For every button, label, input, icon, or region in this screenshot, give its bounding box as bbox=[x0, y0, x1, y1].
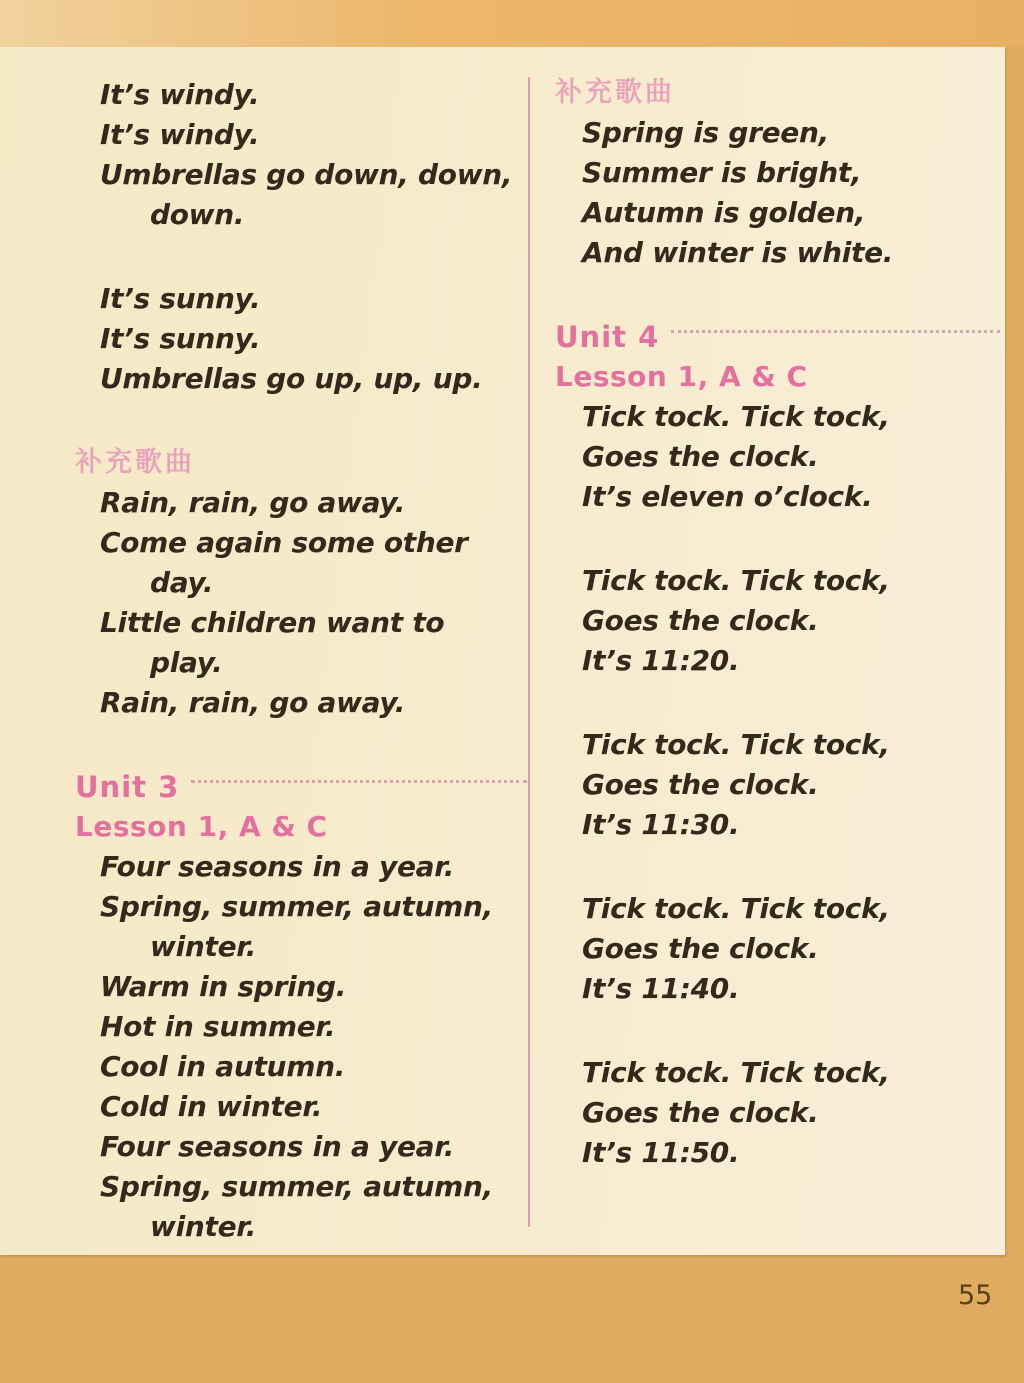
lyric-line: It’s windy. bbox=[100, 78, 260, 111]
unit-heading-text: Unit 3 bbox=[75, 770, 180, 804]
lyric-line: Tick tock. Tick tock, bbox=[582, 1056, 890, 1089]
textbook-page bbox=[0, 47, 1005, 1255]
lyric-line: It’s windy. bbox=[100, 118, 260, 151]
dotted-leader bbox=[671, 330, 1000, 333]
lyric-line: Spring is green, bbox=[582, 116, 829, 149]
lyric-line: winter. bbox=[150, 1210, 257, 1243]
lyric-line: It’s sunny. bbox=[100, 282, 261, 315]
verse-block bbox=[555, 113, 1000, 273]
verse-block bbox=[555, 725, 1000, 845]
lyric-line: Goes the clock. bbox=[582, 768, 819, 801]
lyric-line: It’s 11:20. bbox=[582, 644, 740, 677]
verse-block bbox=[75, 847, 527, 1247]
lyric-line: Umbrellas go up, up, up. bbox=[100, 362, 483, 395]
unit-heading bbox=[75, 767, 527, 807]
lyric-line: Tick tock. Tick tock, bbox=[582, 728, 890, 761]
page-number: 55 bbox=[958, 1280, 993, 1311]
lesson-heading: Lesson 1, A & C bbox=[555, 360, 808, 393]
lyric-line: Goes the clock. bbox=[582, 932, 819, 965]
lyric-line: day. bbox=[150, 566, 214, 599]
lyric-line: Rain, rain, go away. bbox=[100, 486, 406, 519]
lyric-line: Hot in summer. bbox=[100, 1010, 336, 1043]
desk-background-top-band bbox=[0, 0, 1024, 47]
lyric-line: It’s 11:30. bbox=[582, 808, 740, 841]
lyric-line: Tick tock. Tick tock, bbox=[582, 400, 890, 433]
lyric-line: Autumn is golden, bbox=[582, 196, 866, 229]
verse-block bbox=[75, 483, 527, 723]
lyric-line: Spring, summer, autumn, bbox=[100, 1170, 493, 1203]
verse-block bbox=[75, 279, 527, 399]
verse-block bbox=[75, 75, 527, 235]
column-divider bbox=[528, 77, 530, 1227]
lyric-line: Summer is bright, bbox=[582, 156, 862, 189]
lyric-line: Four seasons in a year. bbox=[100, 1130, 455, 1163]
lyric-line: Tick tock. Tick tock, bbox=[582, 564, 890, 597]
lyric-line: It’s sunny. bbox=[100, 322, 261, 355]
lyric-line: It’s eleven o’clock. bbox=[582, 480, 873, 513]
lesson-heading: Lesson 1, A & C bbox=[75, 810, 328, 843]
supplementary-song-label: 补充歌曲 bbox=[75, 447, 195, 478]
lyric-line: Cool in autumn. bbox=[100, 1050, 346, 1083]
lyric-line: Tick tock. Tick tock, bbox=[582, 892, 890, 925]
lyric-line: Little children want to bbox=[100, 606, 445, 639]
supplementary-song-label: 补充歌曲 bbox=[555, 77, 675, 108]
unit-heading bbox=[555, 317, 1000, 357]
lyric-line: play. bbox=[150, 646, 223, 679]
lyric-line: Warm in spring. bbox=[100, 970, 347, 1003]
lyric-line: down. bbox=[150, 198, 245, 231]
unit-heading-text: Unit 4 bbox=[555, 320, 660, 354]
right-column bbox=[555, 73, 1000, 1217]
lyric-line: Spring, summer, autumn, bbox=[100, 890, 493, 923]
verse-block bbox=[555, 397, 1000, 517]
lyric-line: It’s 11:40. bbox=[582, 972, 740, 1005]
lyric-line: And winter is white. bbox=[582, 236, 894, 269]
lyric-line: Umbrellas go down, down, bbox=[100, 158, 513, 191]
lyric-line: Come again some other bbox=[100, 526, 468, 559]
lyric-line: Four seasons in a year. bbox=[100, 850, 455, 883]
lyric-line: Goes the clock. bbox=[582, 440, 819, 473]
dotted-leader bbox=[191, 780, 527, 783]
verse-block bbox=[555, 889, 1000, 1009]
lyric-line: It’s 11:50. bbox=[582, 1136, 740, 1169]
lyric-line: Rain, rain, go away. bbox=[100, 686, 406, 719]
verse-block bbox=[555, 561, 1000, 681]
lyric-line: Cold in winter. bbox=[100, 1090, 323, 1123]
lyric-line: Goes the clock. bbox=[582, 604, 819, 637]
lyric-line: Goes the clock. bbox=[582, 1096, 819, 1129]
left-column bbox=[75, 75, 527, 1291]
verse-block bbox=[555, 1053, 1000, 1173]
lyric-line: winter. bbox=[150, 930, 257, 963]
